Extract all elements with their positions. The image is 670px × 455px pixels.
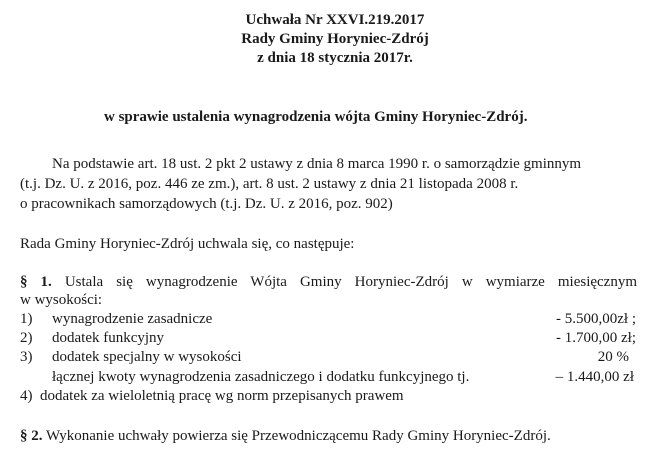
legal-basis-line-1: Na podstawie art. 18 ust. 2 pkt 2 ustawy z dnia 8 marca 1990 r. o samorządzie gminnym [52, 156, 582, 172]
resolution-date: z dnia 18 stycznia 2017r. [257, 50, 413, 66]
item-3-continuation: łącznej kwoty wynagrodzenia zasadniczego i dodatku funkcyjnego tj. [52, 369, 470, 385]
council-name: Rady Gminy Horyniec-Zdrój [241, 31, 429, 47]
section-1-text: Ustala się wynagrodzenie Wójta Gminy Horyniec-Zdrój w wymiarze miesięcznym [64, 274, 638, 290]
item-2-label: dodatek funkcyjny [52, 330, 165, 346]
item-2-number: 2) [20, 330, 33, 346]
item-1-number: 1) [20, 311, 33, 327]
council-resolves: Rada Gminy Horyniec-Zdrój uchwala się, co następuje: [20, 236, 355, 252]
section-1-text-line-1 [20, 274, 637, 291]
legal-basis-line-2: (t.j. Dz. U. z 2016, poz. 446 ze zm.), art. 8 ust. 2 ustawy z dnia 21 listopada 2008 r. [20, 176, 519, 192]
legal-basis-line-3: o pracownikach samorządowych (t.j. Dz. U. z 2016, poz. 902) [20, 196, 393, 212]
item-1-label: wynagrodzenie zasadnicze [52, 311, 213, 327]
item-3-amount: – 1.440,00 zł [555, 369, 634, 385]
item-3-number: 3) [20, 349, 33, 365]
item-3-value: 20 % [597, 349, 629, 365]
section-2 [20, 428, 551, 445]
item-1-value: - 5.500,00zł ; [556, 311, 636, 327]
section-2-marker: § 2. [20, 428, 43, 444]
item-3-label: dodatek specjalny w wysokości [52, 349, 242, 365]
section-1-marker: § 1. [20, 274, 52, 290]
item-4-label: dodatek za wieloletnią pracę wg norm przepisanych prawem [40, 388, 404, 404]
section-1-text-line-2: w wysokości: [20, 292, 103, 308]
resolution-number: Uchwała Nr XXVI.219.2017 [245, 12, 425, 28]
item-4-number: 4) [20, 388, 33, 404]
item-2-value: - 1.700,00 zł; [556, 330, 636, 346]
section-2-text: Wykonanie uchwały powierza się Przewodniczącemu Rady Gminy Horyniec-Zdrój. [45, 428, 551, 444]
resolution-subject: w sprawie ustalenia wynagrodzenia wójta Gminy Horyniec-Zdrój. [104, 109, 528, 125]
